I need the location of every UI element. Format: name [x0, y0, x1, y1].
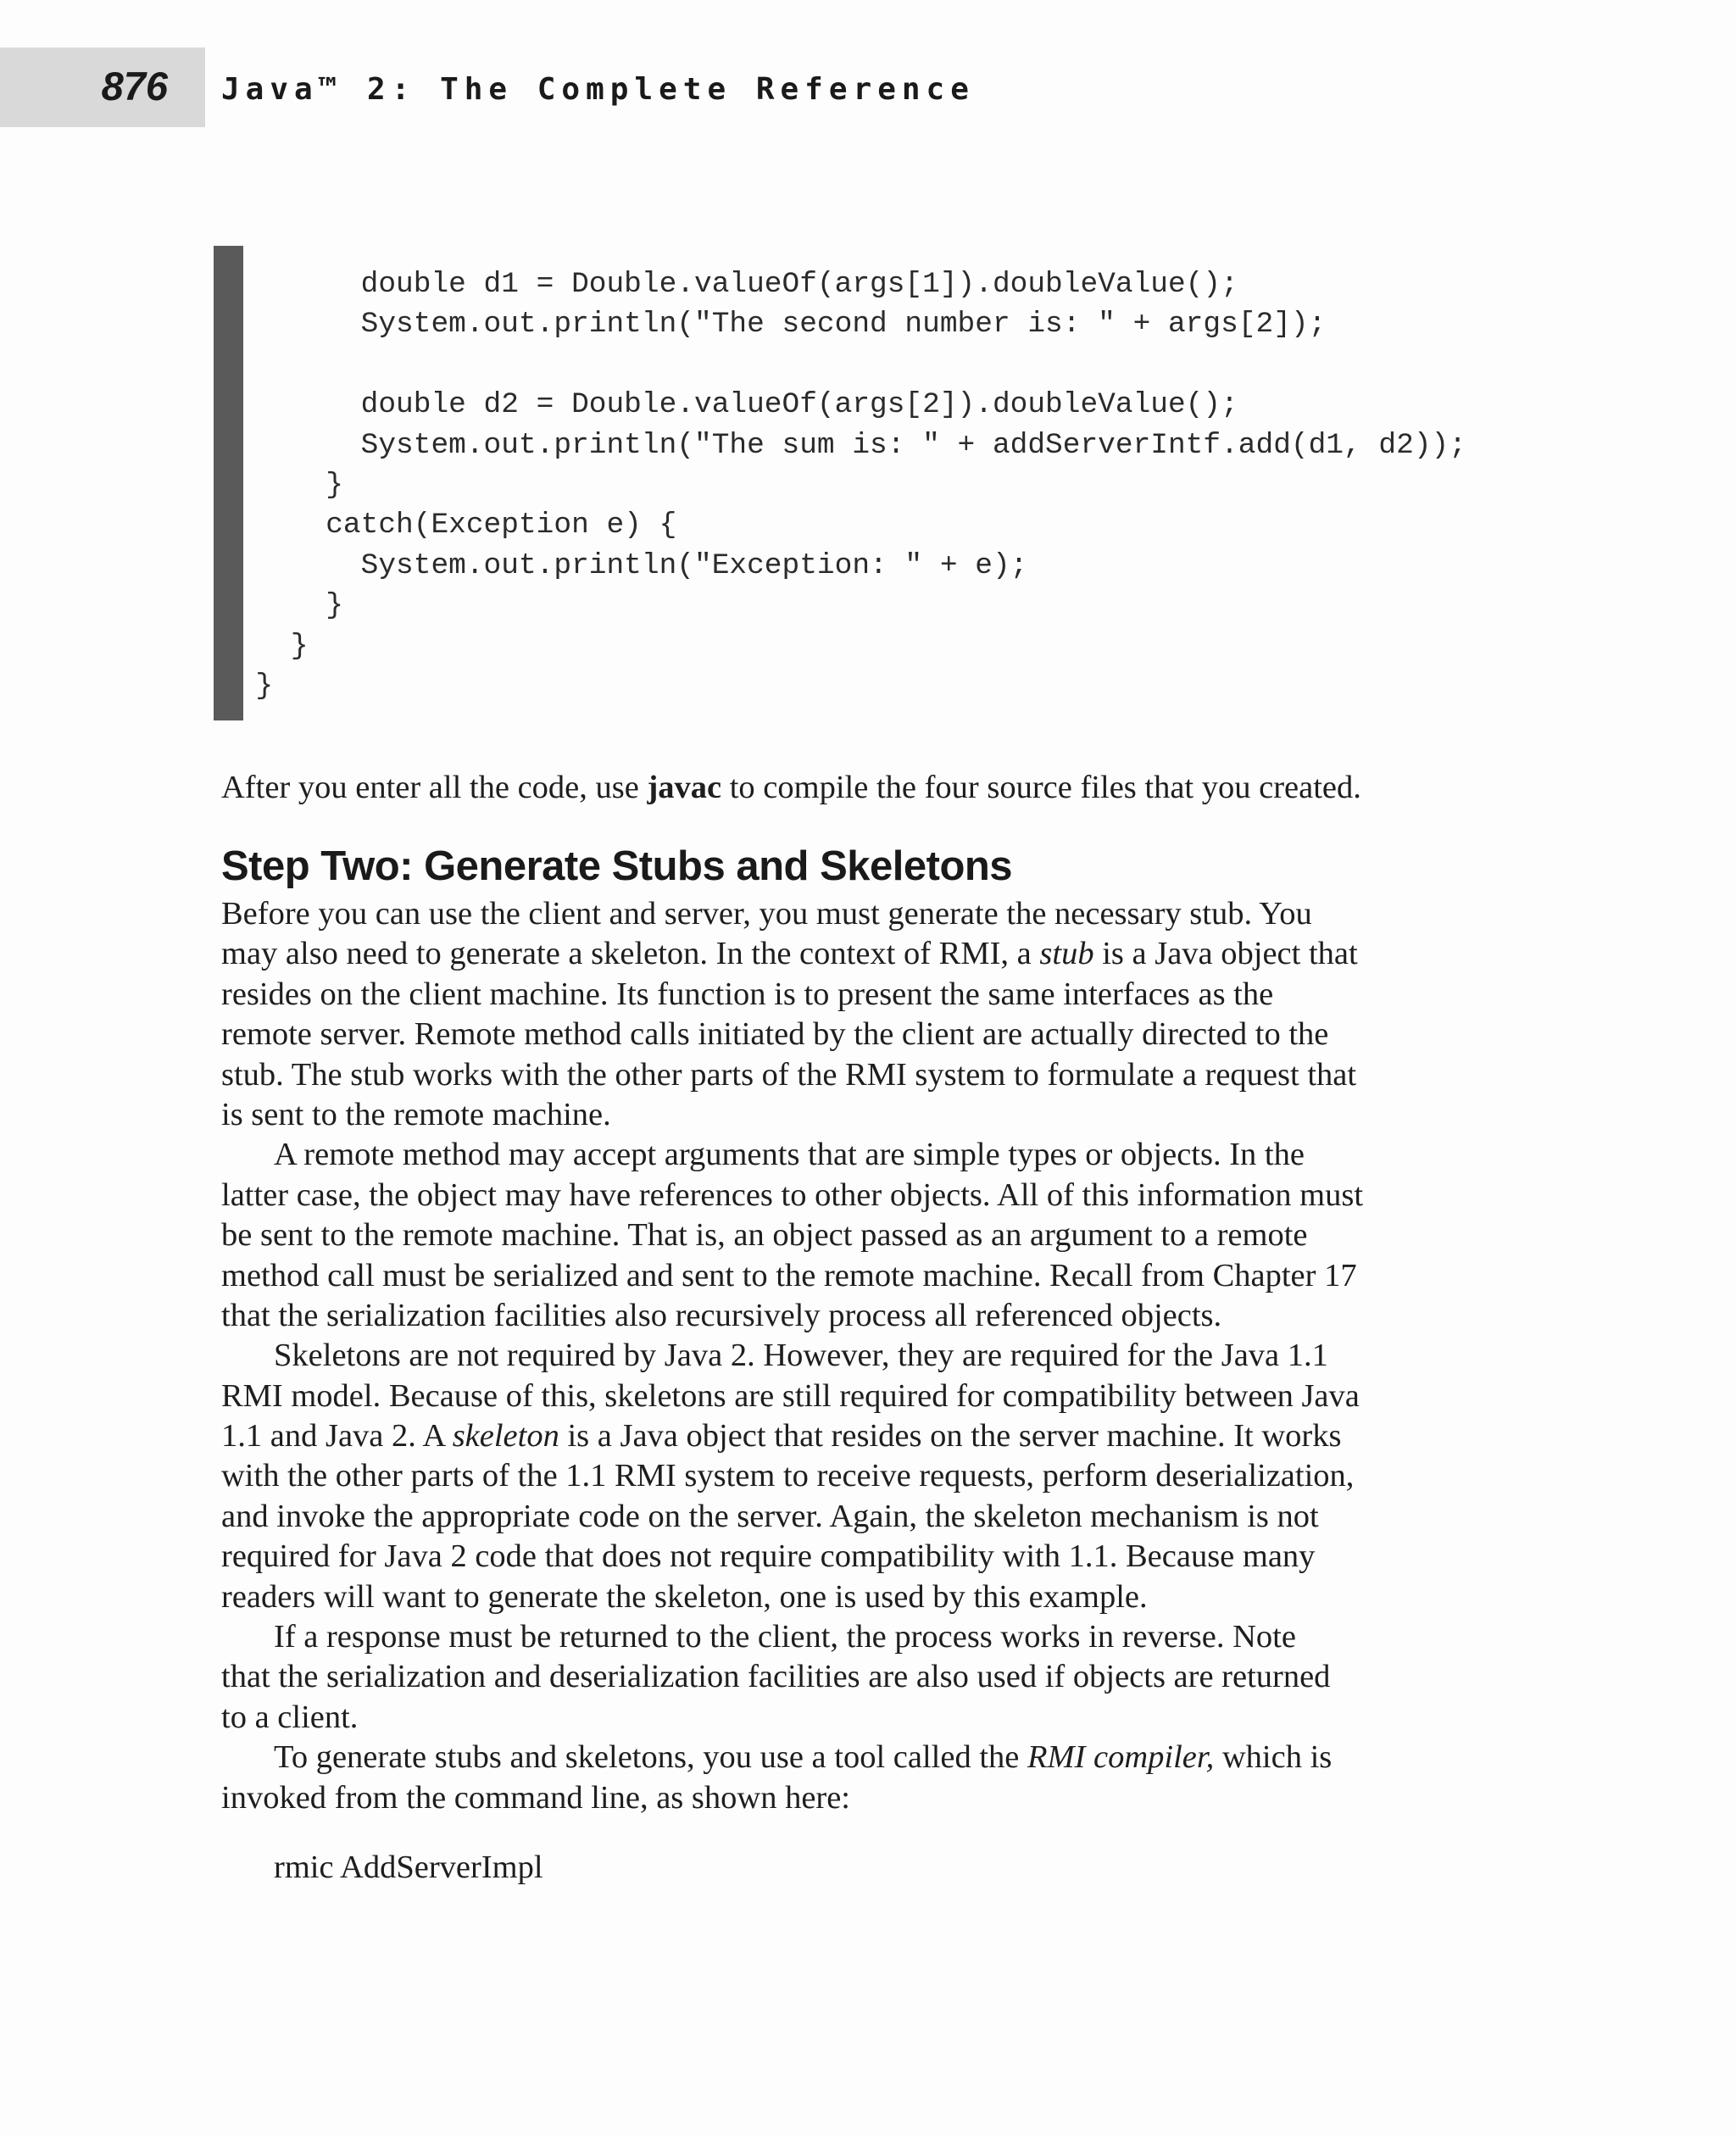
code-line: catch(Exception e) {: [220, 509, 677, 542]
paragraph-line: [221, 894, 1363, 934]
paragraph-line: [221, 934, 1363, 974]
after-code-text-before: After you enter all the code, use: [221, 770, 648, 805]
text-segment: readers will want to generate the skeleton, one is used by this example.: [221, 1578, 1148, 1615]
code-line: System.out.println("The second number is: " + args[2]);: [220, 308, 1327, 342]
paragraph-line: [221, 1657, 1363, 1697]
text-segment: Skeletons are not required by Java 2. However, they are required for the Java 1.1: [274, 1338, 1328, 1374]
text-segment: RMI model. Because of this, skeletons are still required for compatibility between Java: [221, 1377, 1360, 1414]
paragraph-line: [221, 1015, 1363, 1054]
paragraph-line: [221, 1215, 1363, 1255]
section-body: [221, 894, 1363, 1818]
paragraph-line: [221, 1135, 1363, 1175]
italic-term: RMI compiler,: [1027, 1739, 1215, 1776]
text-segment: resides on the client machine. Its function is to present the same interfaces as the: [221, 976, 1274, 1012]
text-segment: To generate stubs and skeletons, you use a tool called the: [274, 1739, 1027, 1776]
text-segment: is a Java object that: [1093, 936, 1358, 972]
italic-term: skeleton: [452, 1418, 559, 1455]
text-segment: and invoke the appropriate code on the server. Again, the skeleton mechanism is not: [221, 1498, 1319, 1534]
section-heading: Step Two: Generate Stubs and Skeletons: [221, 843, 1013, 889]
paragraph-line: [221, 1738, 1363, 1777]
paragraph-line: [221, 1416, 1363, 1456]
paragraph-line: [221, 1577, 1363, 1617]
page-number: 876: [101, 64, 168, 108]
paragraph-line: [221, 1377, 1363, 1416]
paragraph-line: [221, 1778, 1363, 1818]
paragraph-line: [221, 1698, 1363, 1738]
text-segment: latter case, the object may have references to other objects. All of this information must: [221, 1176, 1364, 1213]
text-segment: stub. The stub works with the other parts of the RMI system to formulate a request that: [221, 1056, 1357, 1093]
text-segment: that the serialization and deserialization facilities are also used if objects are returned: [221, 1659, 1331, 1695]
text-segment: is sent to the remote machine.: [221, 1096, 611, 1132]
text-segment: that the serialization facilities also recursively process all referenced objects.: [221, 1297, 1222, 1333]
code-listing: [220, 264, 1466, 706]
text-segment: to a client.: [221, 1699, 359, 1735]
code-line: }: [220, 589, 343, 623]
javac-command: javac: [647, 770, 722, 805]
code-line: double d1 = Double.valueOf(args[1]).doubleValue();: [220, 268, 1238, 301]
code-line: [220, 345, 1466, 385]
code-line: double d2 = Double.valueOf(args[2]).doubleValue();: [220, 388, 1238, 422]
text-segment: may also need to generate a skeleton. In the context of RMI, a: [221, 936, 1040, 972]
text-segment: If a response must be returned to the client, the process works in reverse. Note: [274, 1619, 1296, 1655]
paragraph-line: [221, 1176, 1363, 1215]
code-line: }: [220, 669, 274, 703]
text-segment: which is: [1214, 1739, 1333, 1776]
text-segment: 1.1 and Java 2. A: [221, 1418, 453, 1455]
italic-term: stub: [1039, 936, 1094, 972]
text-segment: required for Java 2 code that does not require compatibility with 1.1. Because many: [221, 1538, 1316, 1575]
code-line: System.out.println("Exception: " + e);: [220, 548, 1028, 582]
page-number-tab: [0, 47, 205, 127]
code-line: }: [220, 468, 343, 502]
paragraph-line: [221, 1095, 1363, 1135]
code-line: }: [220, 629, 309, 663]
paragraph-line: [221, 1456, 1363, 1496]
text-segment: Before you can use the client and server, you must generate the necessary stub. You: [221, 896, 1312, 932]
text-segment: be sent to the remote machine. That is, an object passed as an argument to a remote: [221, 1217, 1308, 1254]
paragraph-line: [221, 975, 1363, 1015]
paragraph-line: [221, 1617, 1363, 1657]
text-segment: A remote method may accept arguments that are simple types or objects. In the: [274, 1137, 1305, 1173]
paragraph-line: [221, 1336, 1363, 1376]
paragraph-line: [221, 1497, 1363, 1537]
text-segment: invoked from the command line, as shown here:: [221, 1779, 851, 1816]
running-title: Java™ 2: The Complete Reference: [221, 72, 975, 107]
text-segment: is a Java object that resides on the server machine. It works: [559, 1418, 1342, 1455]
paragraph-line: [221, 1537, 1363, 1577]
paragraph-line: [221, 1296, 1363, 1336]
text-segment: with the other parts of the 1.1 RMI system to receive requests, perform deserialization,: [221, 1458, 1355, 1494]
command-example: rmic AddServerImpl: [274, 1850, 543, 1885]
after-code-paragraph: [221, 766, 1361, 809]
after-code-text-after: to compile the four source files that you created.: [721, 770, 1361, 805]
text-segment: remote server. Remote method calls initiated by the client are actually directed to the: [221, 1016, 1329, 1053]
text-segment: method call must be serialized and sent to the remote machine. Recall from Chapter 17: [221, 1257, 1357, 1293]
paragraph-line: [221, 1055, 1363, 1095]
paragraph-line: [221, 1256, 1363, 1296]
code-line: System.out.println("The sum is: " + addServerIntf.add(d1, d2));: [220, 428, 1466, 462]
